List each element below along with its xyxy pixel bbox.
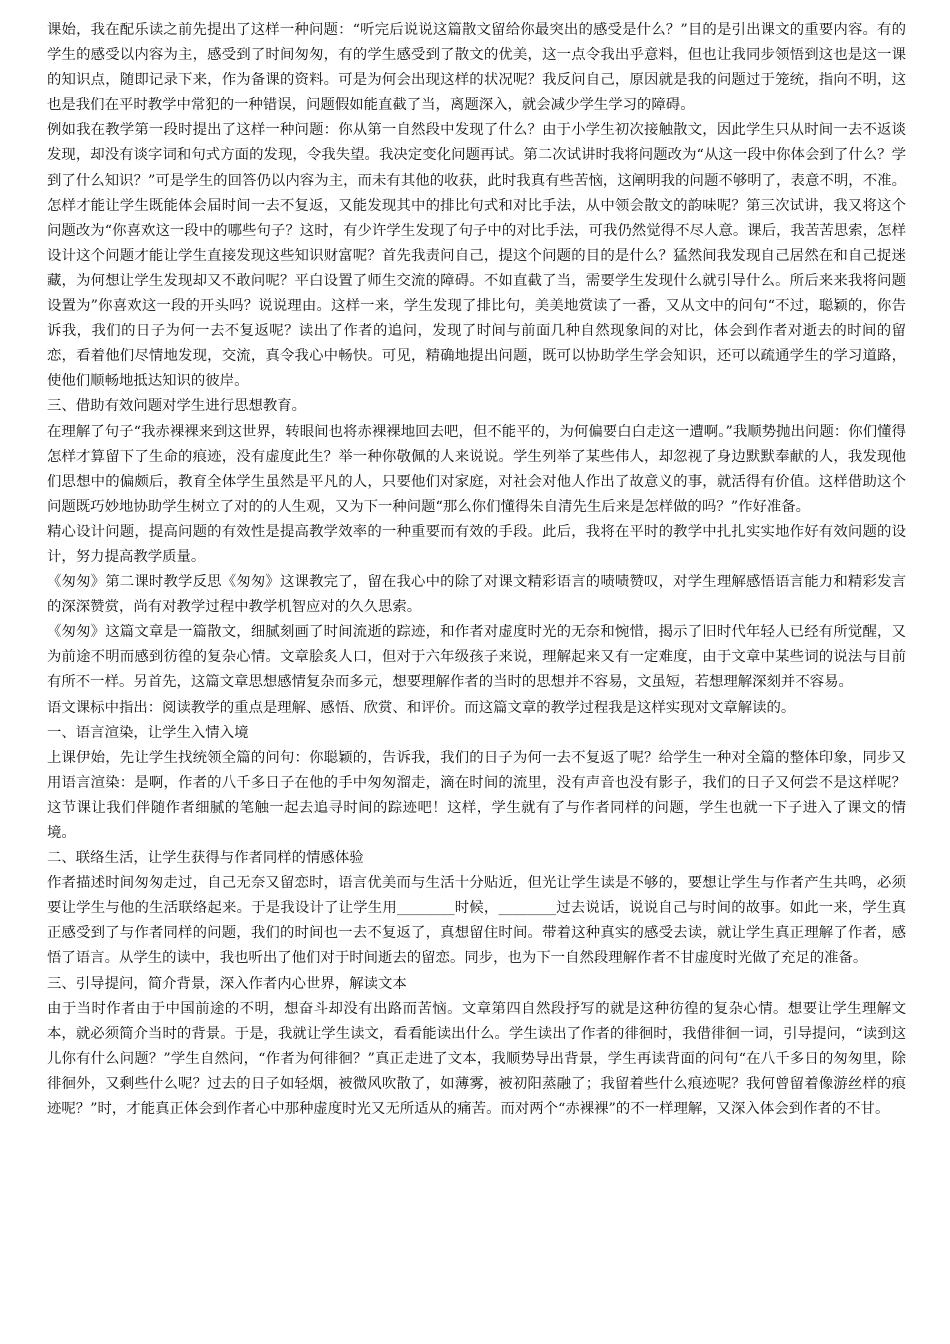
paragraph-first-section-example: 例如我在教学第一段时提出了这样一种问题：你从第一自然段中发现了什么？由于小学生初次接触散文，因此学生只从时间一去不返谈发现，却没有谈字词和句式方面的发现，令我失望。我决定变化问题再试。第二次试讲时我将问题改为“从这一段中你体会到了什么？学到了什么知识？”可是学生的回答仍以内容为主，而未有其他的收获，此时我真有些苦恼，这阐明我的问题不够明了，表意不明，不准。怎样才能让学生既能体会届时间一去不复返，又能发现其中的排比句式和对比手法，从中领会散文的韵味呢？第三次试讲，我又将这个问题改为“你喜欢这一段中的哪些句子？这时，有少许学生发现了句子中的对比手法，可我仍然觉得不尽人意。课后，我苦苦思索，怎样设计这个问题才能让学生直接发现这些知识财富呢？首先我责问自己，提这个问题的目的是什么？猛然间我发现自己居然在和自己捉迷藏，为何想让学生发现却又不敢问呢？平白设置了师生交流的障碍。不如直截了当，需要学生发现什么就引导什么。所后来来我将问题设置为”你喜欢这一段的开头吗？说说理由。这样一来，学生发现了排比句，美美地赏读了一番，又从文中的问句“不过，聪颖的，你告诉我，我们的日子为何一去不复返呢？读出了作者的追问，发现了时间与前面几种自然现象间的对比，体会到作者对逝去的时间的留恋，看着他们尽情地发现，交流，真令我心中畅快。可见，精确地提出问题，既可以协助学生学会知识，还可以疏通学生的学习道路，使他们顺畅地抵达知识的彼岸。 bbox=[47, 122, 906, 390]
paragraph-intro-question: 课始，我在配乐读之前先提出了这样一种问题：“听完后说说这篇散文留给你最突出的感受是什么？”目的是引出课文的重要内容。有的学生的感受以内容为主，感受到了时间匆匆，有的学生感受到了散文的优美，这一点令我出乎意料，但也让我同步领悟到这也是这一课的知识点，随即记录下来，作为备课的资料。可是为何会出现这样的状况呢？我反问自己，原因就是我的问题过于笼统，指向不明，这也是我们在平时教学中常犯的一种错误，问题假如能直截了当，离题深入，就会减少学生学习的障碍。 bbox=[47, 22, 906, 114]
paragraph-background-guidance: 由于当时作者由于中国前途的不明，想奋斗却没有出路而苦恼。文章第四自然段抒写的就是这种彷徨的复杂心情。想要让学生理解文本，就必须简介当时的背景。于是，我就让学生读文，看看能读出什么。学生读出了作者的徘徊时，我借徘徊一词，引导提问，“读到这儿你有什么问题？”学生自然问，“作者为何徘徊？”真正走进了文本，我顺势导出背景，学生再读背面的问句“在八千多日的匆匆里，除徘徊外，又剩些什么呢？过去的日子如轻烟，被微风吹散了，如薄雾，被初阳蒸融了；我留着些什么痕迹呢？我何曾留着像游丝样的痕迹呢？”时，才能真正体会到作者心中那种虚度时光又无所适从的痛苦。而对两个“赤裸裸”的不一样理解，又深入体会到作者的不甘。 bbox=[47, 1000, 906, 1118]
section-heading-two: 二、联络生活，让学生获得与作者同样的情感体验 bbox=[47, 850, 364, 867]
section-heading-three: 三、借助有效问题对学生进行思想教育。 bbox=[47, 398, 307, 415]
section-heading-three-b: 三、引导提问，简介背景，深入作者内心世界，解读文本 bbox=[47, 975, 407, 992]
paragraph-second-lesson-reflection: 《匆匆》第二课时教学反思《匆匆》这课教完了，留在我心中的除了对课文精彩语言的啧啧赞叹，对学生理解感悟语言能力和精彩发言的深深赞赏，尚有对教学过程中教学机智应对的久久思索。 bbox=[47, 574, 906, 616]
paragraph-conclusion: 精心设计问题，提高问题的有效性是提高教学效率的一种重要而有效的手段。此后，我将在平时的教学中扎扎实实地作好有效问题的设计，努力提高教学质量。 bbox=[47, 523, 906, 565]
paragraph-curriculum-standard: 语文课标中指出：阅读教学的重点是理解、感悟、欣赏、和评价。而这篇文章的教学过程我是这样实现对文章解读的。 bbox=[47, 699, 796, 716]
paragraph-text-analysis: 《匆匆》这篇文章是一篇散文，细腻刻画了时间流逝的踪迹，和作者对虚度时光的无奈和惋惜，揭示了旧时代年轻人已经有所觉醒，又为前途不明而感到彷徨的复杂心情。文章脍炙人口，但对于六年级孩子来说，理解起来又有一定难度，由于文章中某些词的说法与目前有所不一样。另首先，这篇文章思想感情复杂而多元，想要理解作者的当时的思想并不容易，文虽短，若想理解深刻并不容易。 bbox=[47, 624, 906, 691]
paragraph-language-rendering: 上课伊始，先让学生找统领全篇的问句：你聪颖的，告诉我，我们的日子为何一去不复返了呢？给学生一种对全篇的整体印象，同步又用语言渲染：是啊，作者的八千多日子在他的手中匆匆溜走，滴在时间的流里，没有声音也没有影子，我们的日子又何尝不是这样呢？这节课让我们伴随作者细腻的笔触一起去追寻时间的踪迹吧！这样，学生就有了与作者同样的问题，学生也就一下子进入了课文的情境。 bbox=[47, 749, 906, 841]
paragraph-life-connection: 作者描述时间匆匆走过，自己无奈又留恋时，语言优美而与生活十分贴近，但光让学生读是不够的，要想让学生与作者产生共鸣，必须要让学生与他的生活联络起来。于是我设计了让学生用________时候，________过去说话，说说自己与时间的故事。如此一来，学生真正感受到了与作者同样的问题，我们的时间也一去不复返了，真想留住时间。带着这种真实的感受去读，就让学生真正理解了作者，感悟了语言。从学生的读中，我也听出了他们对于时间逝去的留恋。同步，也为下一自然段理解作者不甘虚度时光做了充足的准备。 bbox=[47, 875, 906, 967]
section-heading-one: 一、语言渲染，让学生入情入境 bbox=[47, 724, 249, 741]
paragraph-thought-education: 在理解了句子“我赤裸裸来到这世界，转眼间也将赤裸裸地回去吧，但不能平的，为何偏要白白走这一遭啊。”我顺势抛出问题：你们懂得怎样才算留下了生命的痕迹，没有虚度此生？举一种你敬佩的人来说说。学生列举了某些伟人，却忽视了身边默默奉献的人，我发现他们思想中的偏颇后，教育全体学生虽然是平凡的人，只要他们对家庭，对社会对他人作出了故意义的事，就活得有价值。这样借助这个问题既巧妙地协助学生树立了对的的人生观，又为下一种问题“那么你们懂得朱自清先生后来是怎样做的吗？”作好准备。 bbox=[47, 423, 906, 515]
